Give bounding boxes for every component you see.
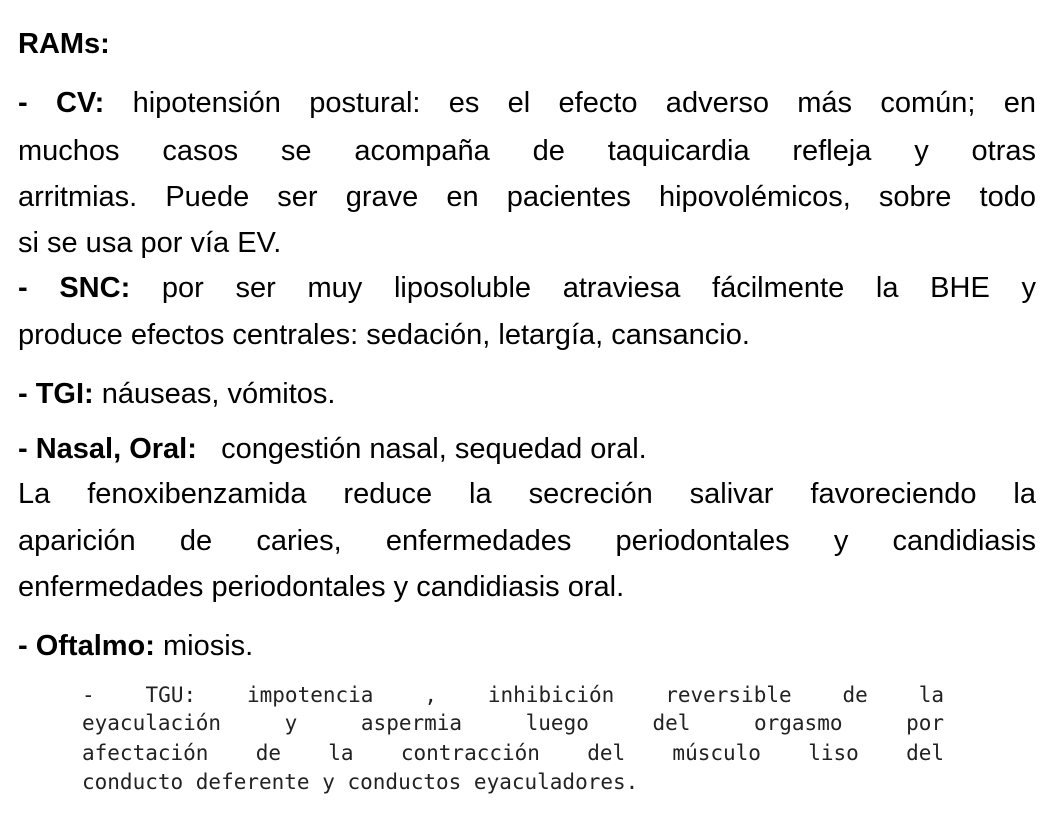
nasal-text: congestión nasal, sequedad oral. [221, 433, 647, 465]
snc-line-1 [18, 271, 1036, 305]
tgu-line-1: - TGU: impotencia , inhibición reversible de la [82, 683, 944, 707]
tgi-text: náuseas, vómitos. [101, 378, 336, 410]
section-title: RAMs: [18, 28, 110, 60]
cv-label: - CV: [18, 87, 105, 119]
cv-line-2: muchos casos se acompaña de taquicardia refleja y otras [18, 135, 1036, 167]
tgi-label: - TGI: [18, 378, 94, 410]
nasal-line [18, 432, 1036, 466]
tgu-line-3: afectación de la contracción del músculo liso del [82, 741, 944, 765]
cv-line-3: arritmias. Puede ser grave en pacientes hipovolémicos, sobre todo [18, 181, 1036, 213]
tgu-line-2: eyaculación y aspermia luego del orgasmo por [82, 711, 944, 735]
nasal-line-3: aparición de caries, enfermedades periodontales y candidiasis [18, 525, 1036, 557]
cv-text-1: hipotensión postural: es el efecto adverso más común; en [132, 87, 1036, 119]
tgi-line [18, 377, 1036, 411]
nasal-line-4: enfermedades periodontales y candidiasis oral. [18, 571, 625, 603]
snc-line-2: produce efectos centrales: sedación, letargía, cansancio. [18, 319, 750, 351]
oftalmo-text: miosis. [163, 630, 254, 662]
nasal-line-2: La fenoxibenzamida reduce la secreción salivar favoreciendo la [18, 478, 1036, 510]
oftalmo-line [18, 629, 1036, 663]
snc-text-1: por ser muy liposoluble atraviesa fácilmente la BHE y [161, 272, 1036, 304]
cv-line-4: si se usa por vía EV. [18, 227, 282, 259]
tgu-line-4: conducto deferente y conductos eyaculadores. [82, 770, 639, 794]
oftalmo-label: - Oftalmo: [18, 630, 155, 662]
snc-label: - SNC: [18, 272, 131, 304]
cv-line-1 [18, 86, 1036, 120]
nasal-label: - Nasal, Oral: [18, 433, 197, 465]
